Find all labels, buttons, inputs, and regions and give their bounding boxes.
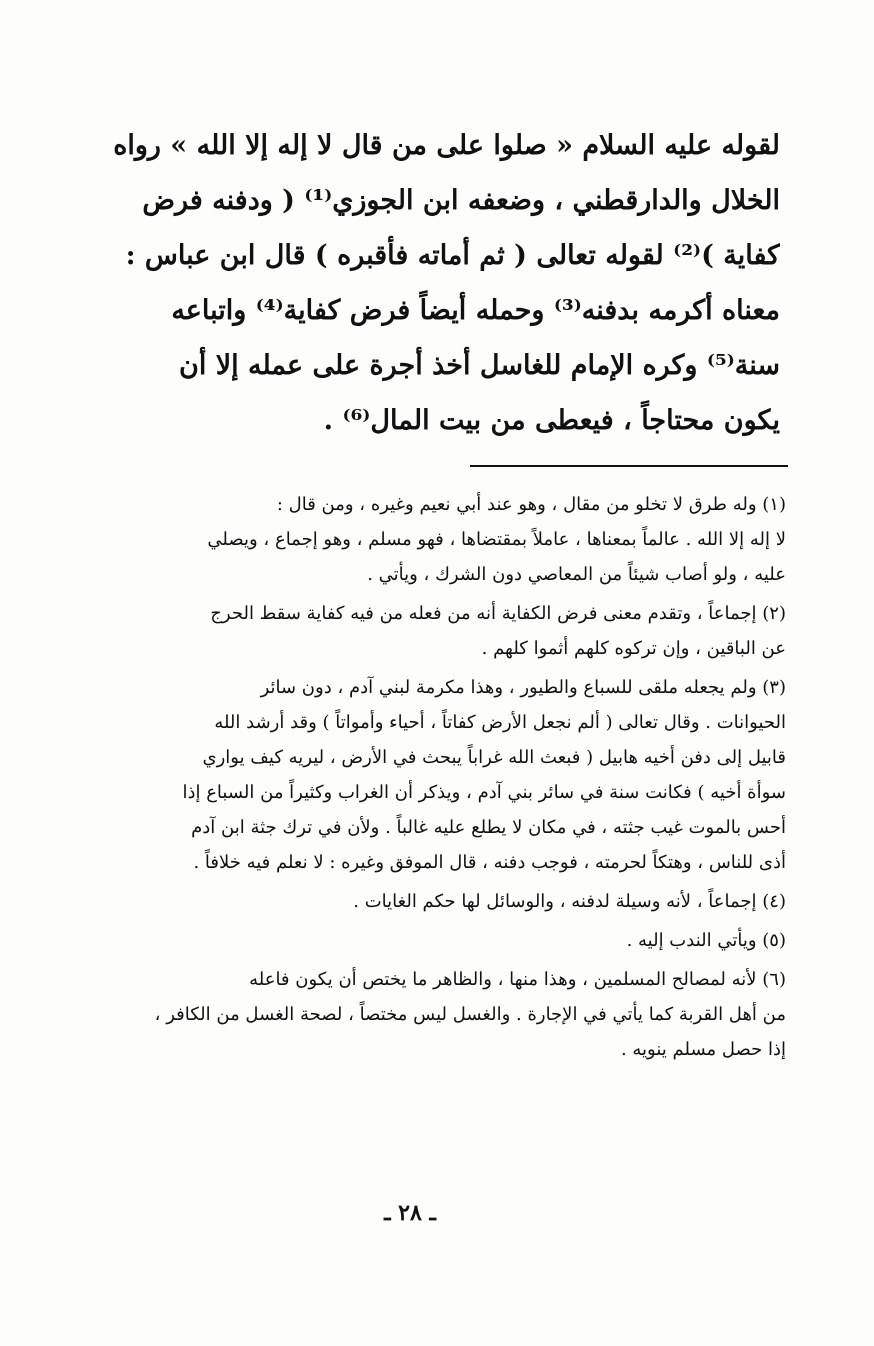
footnote-line: سوأة أخيه ) فكانت سنة في سائر بني آدم ، ويذكر أن الغراب وكثيراً من السباع إذا: [182, 782, 786, 803]
footnote-line: (١) وله طرق لا تخلو من مقال ، وهو عند أبي نعيم وغيره ، ومن قال :: [276, 494, 786, 515]
footnote-line: (٥) ويأتي الندب إليه .: [626, 930, 786, 951]
footnote-2: [50, 596, 786, 666]
main-text-line: لقوله عليه السلام « صلوا على من قال لا إله إلا الله » رواه: [113, 130, 780, 161]
main-text-line: الخلال والدارقطني ، وضعفه ابن الجوزي⁽¹⁾ ( ودفنه فرض: [142, 185, 780, 216]
footnote-line: لا إله إلا الله . عالماً بمعناها ، عاملاً بمقتضاها ، فهو مسلم ، وهو إجماع ، ويصلي: [207, 529, 786, 550]
main-text-line: سنة⁽⁵⁾ وكره الإمام للغاسل أخذ أجرة على عمله إلا أن: [178, 350, 780, 381]
footnote-line: عليه ، ولو أصاب شيئاً من المعاصي دون الشرك ، ويأتي .: [367, 564, 786, 585]
footnote-3: [50, 670, 786, 880]
footnote-line: (٣) ولم يجعله ملقى للسباع والطيور ، وهذا مكرمة لبني آدم ، دون سائر: [260, 677, 786, 698]
page-number: ـ ٢٨ ـ: [384, 1200, 436, 1226]
footnote-4: [50, 884, 786, 919]
footnote-line: الحيوانات . وقال تعالى ( ألم نجعل الأرض كفاتاً ، أحياء وأمواتاً ) وقد أرشد الله: [214, 712, 786, 733]
footnote-1: [50, 487, 786, 592]
main-text-block: [58, 118, 780, 448]
footnote-divider: [470, 465, 788, 467]
footnote-5: [50, 923, 786, 958]
main-text-line: كفاية )⁽²⁾ لقوله تعالى ( ثم أماته فأقبره ) قال ابن عباس :: [125, 240, 780, 271]
footnote-6: [50, 962, 786, 1067]
footnote-line: (٦) لأنه لمصالح المسلمين ، وهذا منها ، والظاهر ما يختص أن يكون فاعله: [249, 969, 786, 990]
footnote-line: أحس بالموت غيب جثته ، في مكان لا يطلع عليه غالباً . ولأن في ترك جثة ابن آدم: [191, 817, 786, 838]
footnote-line: من أهل القربة كما يأتي في الإجارة . والغسل ليس مختصاً ، لصحة الغسل من الكافر ،: [154, 1004, 786, 1025]
main-text-line: معناه أكرمه بدفنه⁽³⁾ وحمله أيضاً فرض كفاية⁽⁴⁾ واتباعه: [171, 295, 780, 326]
footnote-line: (٤) إجماعاً ، لأنه وسيلة لدفنه ، والوسائل لها حكم الغايات .: [353, 891, 786, 912]
footnotes-block: [50, 487, 786, 1071]
footnote-line: قابيل إلى دفن أخيه هابيل ( فبعث الله غراباً يبحث في الأرض ، ليريه كيف يواري: [202, 747, 786, 768]
footnote-line: عن الباقين ، وإن تركوه كلهم أثموا كلهم .: [481, 638, 786, 659]
footnote-line: أذى للناس ، وهتكاً لحرمته ، فوجب دفنه ، قال الموفق وغيره : لا نعلم فيه خلافاً .: [193, 852, 786, 873]
footnote-line: (٢) إجماعاً ، وتقدم معنى فرض الكفاية أنه من فعله من فيه كفاية سقط الحرج: [210, 603, 786, 624]
main-text-line: يكون محتاجاً ، فيعطى من بيت المال⁽⁶⁾ .: [323, 405, 780, 436]
footnote-line: إذا حصل مسلم ينويه .: [620, 1039, 786, 1060]
